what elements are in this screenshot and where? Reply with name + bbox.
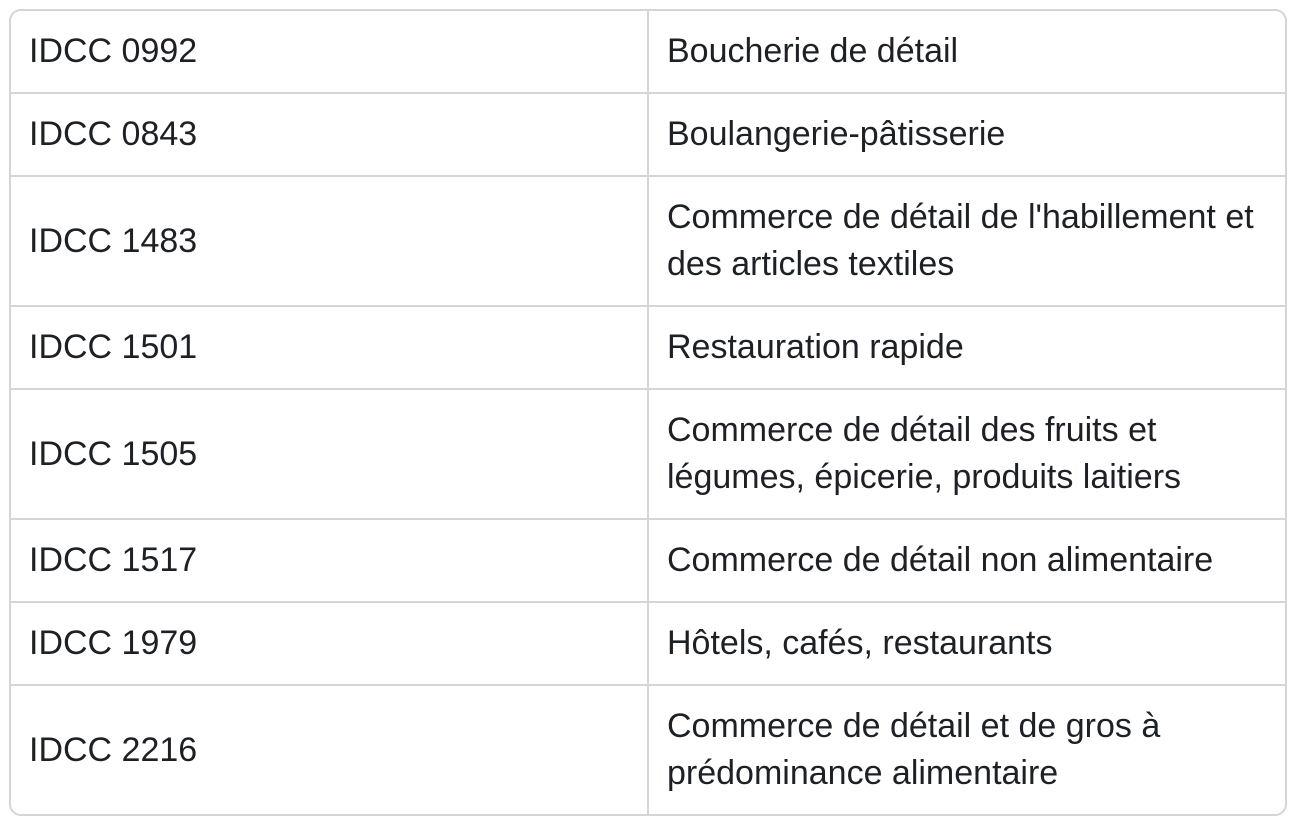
convention-label-cell: Boucherie de détail <box>667 32 959 70</box>
convention-label-cell: Boulangerie-pâtisserie <box>648 93 1285 176</box>
convention-label-cell: Commerce de détail des fruits et légumes, épicerie, produits laitiers <box>648 389 1285 519</box>
convention-label-cell: Hôtels, cafés, restaurants <box>648 602 1285 685</box>
table-row <box>11 93 1285 176</box>
idcc-code-cell: IDCC 1505 <box>11 389 648 519</box>
table-row <box>11 519 1285 602</box>
table-row <box>11 11 1285 93</box>
table-row <box>11 685 1285 814</box>
idcc-table-container <box>9 9 1287 816</box>
idcc-code-cell: IDCC 2216 <box>11 685 648 814</box>
convention-label-cell: Commerce de détail non alimentaire <box>648 519 1285 602</box>
idcc-code-cell: IDCC 0843 <box>11 93 648 176</box>
idcc-code-cell: IDCC 0992 <box>11 11 648 93</box>
idcc-code-cell: IDCC 1483 <box>11 176 648 306</box>
convention-label-cell: Commerce de détail de l'habillement et des articles textiles <box>648 176 1285 306</box>
idcc-code-cell: IDCC 1979 <box>11 602 648 685</box>
idcc-table-body <box>11 11 1285 814</box>
idcc-table <box>11 11 1285 814</box>
convention-label-cell: Commerce de détail et de gros à prédominance alimentaire <box>648 685 1285 814</box>
table-row <box>11 602 1285 685</box>
convention-label-cell: Restauration rapide <box>648 306 1285 389</box>
table-row <box>11 389 1285 519</box>
table-row <box>11 176 1285 306</box>
table-row <box>11 306 1285 389</box>
idcc-code-cell: IDCC 1517 <box>11 519 648 602</box>
idcc-code-cell: IDCC 1501 <box>11 306 648 389</box>
